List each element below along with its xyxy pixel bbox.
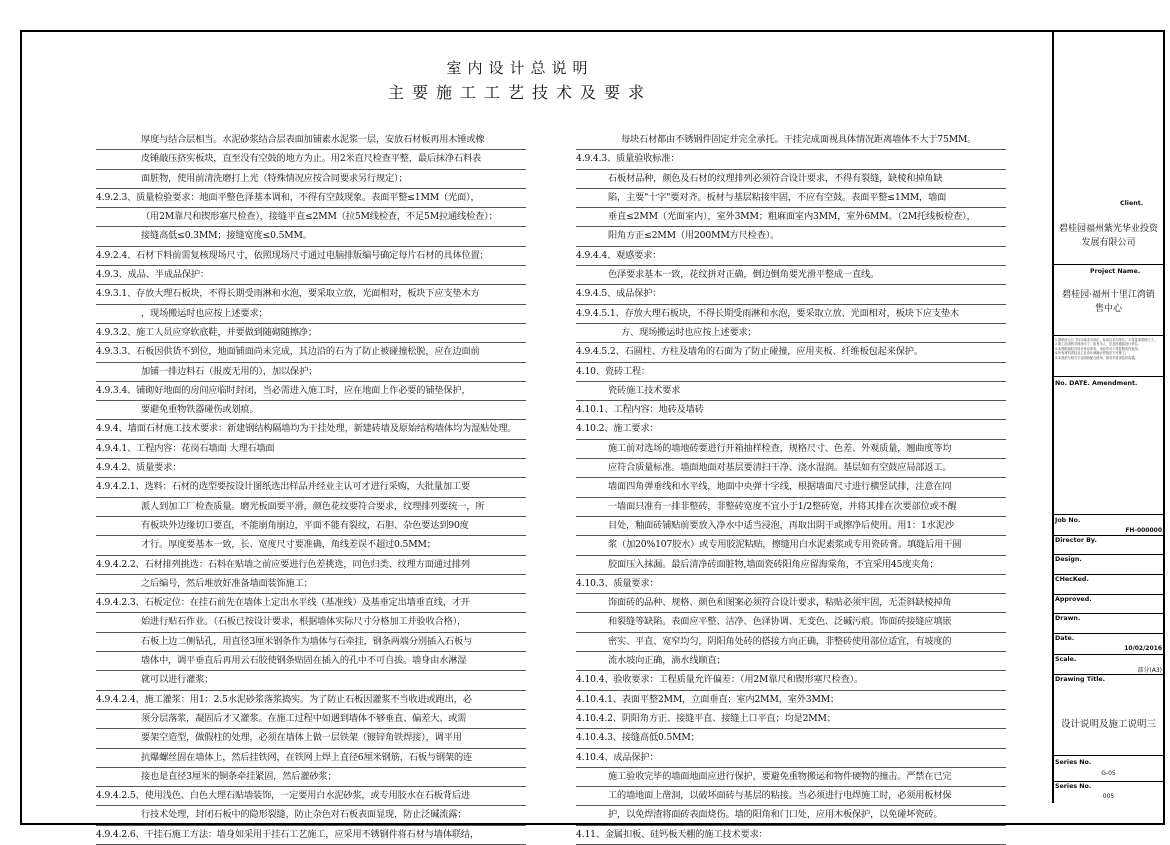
series-label-1: Series No.: [1055, 759, 1092, 766]
text-line: 4.9.3.3、石板因供货不到位，地面铺面尚未完成，其边沿的石为了防止被碰撞松脱，应在边面前: [96, 343, 526, 362]
text-line: 4.9.3、成品、半成品保护：: [96, 266, 526, 285]
text-line: 4.9.4.5、成品保护：: [576, 285, 1006, 304]
text-line: 方、现场搬运时也应按上述要求；: [576, 324, 1006, 343]
drawing-title-value: 设计说明及施工说明三: [1060, 719, 1156, 730]
text-line: 目处，釉面砖铺贴前要放入净水中适当浸泡，再取出阴干或擦净后使用。用1：1水泥沙: [576, 517, 1006, 536]
text-line: 要架空造型，做假柱的处理，必须在墙体上做一层铁架（镀锌角铁焊接），调平用: [96, 729, 526, 748]
text-line: 皮锤敲压挤实板块，直至没有空鼓的地方为止。用2米直尺检查平整，最后抹净石料表: [96, 150, 526, 169]
text-line: 应符合质量标准。墙面地面对基层要清扫干净、浇水湿润。基层如有空鼓应局部返工。: [576, 459, 1006, 478]
text-line: 施工前对选场的墙地砖要进行开箱抽样检查，规格尺寸、色差、外观质量，翘曲度等均: [576, 440, 1006, 459]
text-line: 4.10.1、工程内容：地砖及墙砖: [576, 401, 1006, 420]
text-line: 墙面四角弹垂线和水平线，地面中央弹十字线，根据墙面尺寸进行横竖试排，注意在同: [576, 478, 1006, 497]
text-line: 工的墙地面上凿洞，以破坏面砖与基层的粘接。当必须进行电焊施工时，必须用板材保: [576, 787, 1006, 806]
text-line: 施工验收完毕的墙面地面应进行保护，要避免重物搬运和物件硬物的撞击。严禁在已完: [576, 768, 1006, 787]
text-line: 垂直≤2MM（光面室内），室外3MM；粗麻面室内3MM，室外6MM。（2M托线板检查），: [576, 208, 1006, 227]
text-line: 有板块外边缘切口要直，不能崩角崩边，平面不能有裂纹，石胆、杂色要达到90度: [96, 517, 526, 536]
text-line: 浆（加20%107胶水）或专用胶泥粘贴，擦缝用白水泥素浆或专用瓷砖膏。填缝后用干圆: [576, 536, 1006, 555]
text-line: 才行。厚度要基本一致，长、宽度尺寸要准确，角线差误不超过0.5MM；: [96, 536, 526, 555]
note-line: 1.图纸所示尺寸均以毫米为单位，标高以米为单位，不得量取图纸尺寸。: [1055, 338, 1157, 342]
series-label-2: Series No.: [1055, 783, 1092, 790]
project-value: 碧桂园·福州十里江湾销售中心: [1062, 290, 1155, 314]
text-line: 4.10.4.2、阴阳角方正、接缝平直、接缝上口平直；均是2MM；: [576, 710, 1006, 729]
note-line: 3.本图纸版权归设计单位所有，未经许可不得复制或作他用。: [1055, 346, 1141, 351]
text-line: 4.9.2.3、质量检验要求：地面平整色泽基本调和，不得有空鼓现象。表面平整≤1MM（光面），: [96, 189, 526, 208]
text-line: 4.9.4.3、质量验收标准：: [576, 150, 1006, 169]
text-line: 4.9.3.2、施工人员应穿软底鞋，并要做到随砌随擦净；: [96, 324, 526, 343]
amendment-header: No. DATE. Amendment.: [1055, 380, 1138, 387]
text-line: 4.9.4.1、工程内容：花岗石墙面 大理石墙面: [96, 440, 526, 459]
text-line: 一墙面只准有一排非整砖，非整砖宽度不宜小于1/2整砖宽，并将其排在次要部位或不醒: [576, 498, 1006, 517]
text-line: 4.9.4.2.3、石板定位：在挂石前先在墙体上定出水平线（基准线）及基垂定出墙垂直线，才开: [96, 594, 526, 613]
note-line: 4.所有材料须经业主及设计师确认样板后方可施工。: [1055, 351, 1129, 356]
date-value: 10/02/2016: [1124, 645, 1162, 652]
text-line: 阳角方正≤2MM（用200MM方尺检查）。: [576, 227, 1006, 246]
job-value: FH-000000: [1125, 527, 1162, 534]
text-line: 抗爆螺丝固在墙体上，然后挂铁网，在铁网上焊上直径6厘米钢筋，石板与钢架的连: [96, 749, 526, 768]
text-line: 4.10、瓷砖工程：: [576, 363, 1006, 382]
text-line: 流水坡向正确，滴水线顺直；: [576, 652, 1006, 671]
text-line: 瓷砖施工技术要求: [576, 382, 1006, 401]
text-line: 4.9.4.4、观感要求：: [576, 247, 1006, 266]
text-line: 要避免重物铁器碰伤或划痕。: [96, 401, 526, 420]
text-line: 4.9.4.5.2、石圆柱、方柱及墙角的石面为了防止碰撞，应用夹板、纤维板包起来保护。: [576, 343, 1006, 362]
page-subtitle: 主要施工工艺技术及要求: [387, 83, 652, 102]
right-text-column: [576, 131, 1006, 845]
text-line: 4.10.3、质量要求：: [576, 575, 1006, 594]
text-line: 4.9.2.4、石材下料前需复核现场尺寸，依照现场尺寸通过电脑排版编号确定每片石材的具体位置；: [96, 247, 526, 266]
text-line: 就可以进行灌浆；: [96, 671, 526, 690]
text-line: 接缝高低≤0.3MM；接缝宽度≤0.5MM。: [96, 227, 526, 246]
text-line: 须分层落浆，凝固后才又灌浆。在施工过程中如遇到墙体不够垂直、偏差大、或需: [96, 710, 526, 729]
text-line: 4.10.4.3、接缝高低0.5MM；: [576, 729, 1006, 748]
text-line: 石板上边二侧钻孔，用直径3厘米钢条作为墙体与石牵挂，钢条两端分别插入石板与: [96, 633, 526, 652]
text-line: 加铺一排边料石（报废无用的），加以保护；: [96, 363, 526, 382]
approved-label: Approved.: [1055, 596, 1092, 603]
design-label: Design.: [1055, 556, 1082, 563]
text-line: 4.9.3.1、存放大理石板块，不得长期受雨淋和水泡，要采取立放，光面相对，板块下应支垫木方: [96, 285, 526, 304]
text-line: 始进行贴石作业。（石板已按设计要求，根据墙体实际尺寸分格加工并验收合格），: [96, 613, 526, 632]
text-line: 4.9.4.2.4、施工灌浆：用1：2.5水泥砂浆落浆捣实。为了防止石板因灌浆不当收进或跑出，必: [96, 691, 526, 710]
text-line: 4.9.3.4、铺砌好地面的房间应临时封闭，当必需进入施工时，应在地面上作必要的铺垫保护，: [96, 382, 526, 401]
note-line: 2.施工前须核对现场尺寸，如有出入，应及时通知设计单位。: [1055, 342, 1141, 347]
left-text-column: [96, 131, 526, 845]
text-line: 陷，主要"十字"要对齐。板材与基层粘接牢固，不应有空鼓。表面平整≤1MM，墙面: [576, 189, 1006, 208]
text-line: 厚度与结合层相当。水泥砂浆结合层表面加铺素水泥浆一层，安放石材板再用木锤或橡: [96, 131, 526, 150]
text-line: 墙体中，调平垂直后再用云石胶使钢条贴固在插入的孔中不可自拔。墙身由水淋湿: [96, 652, 526, 671]
text-line: 4.10.4.1、表面平整2MM，立面垂直；室内2MM，室外3MM；: [576, 691, 1006, 710]
scale-value: 部分(A3): [1137, 667, 1162, 674]
text-line: 之后编号，然后堆放好准备墙面装饰施工；: [96, 575, 526, 594]
text-line: 密实、平直、宽窄均匀，阴阳角处砖的搭接方向正确，非整砖使用部位适宜，有坡度的: [576, 633, 1006, 652]
text-line: 4.9.4.2.1、选料：石材的选型要按设计图纸选出样品并经业主认可才进行采购，大批量加工要: [96, 478, 526, 497]
text-line: 4.10.4、验收要求：工程质量允许偏差：（用2M靠尺和锲形塞尺检查）。: [576, 671, 1006, 690]
drawing-title-label: Drawing Title.: [1055, 676, 1106, 683]
text-line: 饰面砖的品种、规格、颜色和图案必须符合设计要求，粘贴必须牢固，无歪斜缺棱掉角: [576, 594, 1006, 613]
job-label: Job No.: [1055, 517, 1081, 524]
text-line: 每块石材都由不锈钢件固定并完全承托。干挂完成面视具体情况距离墙体不大于75MM。: [576, 131, 1006, 150]
text-line: 色泽要求基本一致，花纹拼对正确，倒边倒角要光滑平整成一直线。: [576, 266, 1006, 285]
checked-label: CHecKed.: [1055, 576, 1089, 583]
text-line: 面脏物，使用前清洗磨打上光（特殊情况应按合同要求另行规定）；: [96, 170, 526, 189]
scale-label: Scale.: [1055, 656, 1077, 663]
text-line: 4.10.2、施工要求：: [576, 420, 1006, 439]
note-line: 5.本图须与相关专业图纸配合使用，如有矛盾请及时沟通。: [1055, 355, 1138, 360]
text-line: 石板材品种，颜色及石材的纹理排列必须符合设计要求，不得有裂缝，缺棱和掉角缺: [576, 170, 1006, 189]
director-label: Director By.: [1055, 537, 1097, 544]
series-value-2: 005: [1102, 793, 1115, 800]
text-line: 4.9.4.2、质量要求：: [96, 459, 526, 478]
date-label: Date.: [1055, 635, 1075, 642]
title-block: [1052, 30, 1165, 825]
text-line: ，现场搬运时也应按上述要求；: [96, 305, 526, 324]
text-line: 护，以免焊渣将面砖表面烧伤。墙的阳角和门口处，应用木板保护，以免碰坏瓷砖。: [576, 806, 1006, 825]
text-line: 派人到加工厂检查质量。磨光板面要平滑，颜色花纹要符合要求，纹理排列要统一，所: [96, 498, 526, 517]
general-notes: [1055, 338, 1162, 360]
text-line: 行技术处理，封闭石板中的隐形裂缝，防止杂色对石板表面显现，防止泛碱流露；: [96, 806, 526, 825]
drawn-label: Drawn.: [1055, 615, 1081, 622]
series-value-1: G-05: [1101, 770, 1116, 777]
text-line: 4.9.4.2.6、干挂石施工方法：墙身如采用干挂石工艺施工，应采用不锈钢件将石材与墙体联结，: [96, 826, 526, 845]
text-line: 接也是直径3厘米的铜条牵挂紧固，然后灌砂浆；: [96, 768, 526, 787]
text-line: 胶面压入抹漏。最后清净砖面脏物,墙面瓷砖阳角应留海棠角，不宜采用45度夹角；: [576, 556, 1006, 575]
text-line: 4.10.4、成品保护：: [576, 749, 1006, 768]
text-line: 4.9.4.2.5、使用浅色、白色大理石贴墙装饰，一定要用白水泥砂浆，或专用胶水在石板背后进: [96, 787, 526, 806]
project-label: Project Name.: [1090, 268, 1141, 275]
client-value: 碧桂园福州紫光华业投资发展有限公司: [1058, 224, 1158, 248]
text-line: 4.9.4.2.2、石材排列挑选：石料在贴墙之前应要进行色差挑选，同色归类、纹理方面通过排列: [96, 556, 526, 575]
text-line: 4.9.4、墙面石材施工技术要求：新建钢结构隔墙均为干挂处理，新建砖墙及原始结构墙体均为湿贴处理。: [96, 420, 526, 439]
text-line: （用2M靠尺和锲形塞尺检查），接缝平直≤2MM（拉5M线检查，不足5M拉通线检查）；: [96, 208, 526, 227]
page-title: 室内设计总说明: [446, 59, 594, 77]
text-line: 4.11、金属扣板、硅钙板天棚的施工技术要求：: [576, 826, 1006, 845]
text-line: 和裂缝等缺陷。表面应平整、洁净、色泽协调、无变色、泛碱污痕。饰面砖接缝应填嵌: [576, 613, 1006, 632]
client-label: Client.: [1120, 200, 1144, 207]
text-line: 4.9.4.5.1、存放大理石板块，不得长期受雨淋和水泡，要采取立放、光面相对，板块下应支垫木: [576, 305, 1006, 324]
